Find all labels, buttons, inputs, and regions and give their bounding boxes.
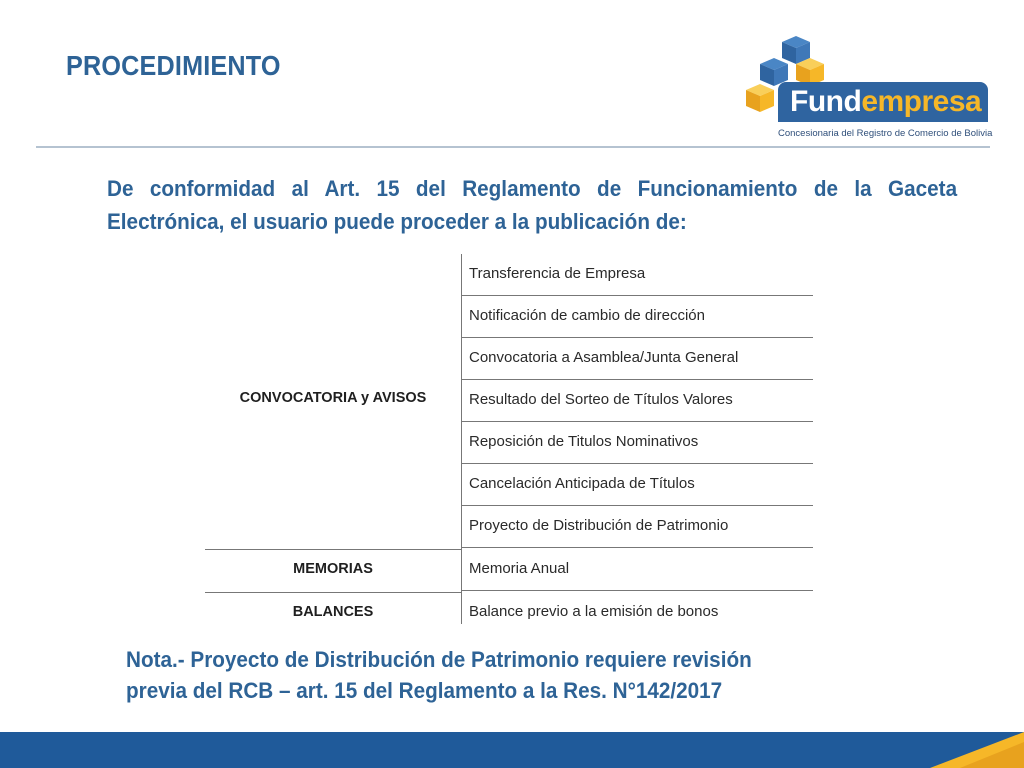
note-line-1: Nota.- Proyecto de Distribución de Patrimonio requiere revisión	[126, 647, 752, 672]
item-label: Memoria Anual	[469, 560, 570, 577]
item-label: Transferencia de Empresa	[469, 265, 646, 282]
item-label: Balance previo a la emisión de bonos	[469, 603, 719, 620]
table-row	[461, 422, 813, 464]
fundempresa-logo	[744, 34, 993, 144]
intro-text: De conformidad al Art. 15 del Reglamento de Funcionamiento de la Gaceta Electrónica, el usuario puede proceder a la publicación de:	[107, 176, 958, 234]
item-label: Notificación de cambio de dirección	[469, 307, 705, 324]
item-label: Convocatoria a Asamblea/Junta General	[469, 349, 739, 366]
logo-tagline: Concesionaria del Registro de Comercio de Bolivia	[778, 128, 993, 139]
table-row	[461, 338, 813, 380]
logo-wordmark	[790, 82, 981, 122]
item-label: Proyecto de Distribución de Patrimonio	[469, 517, 729, 534]
logo-word-accent: empresa	[861, 85, 982, 118]
footer-band	[0, 728, 1024, 768]
table-row	[461, 254, 813, 296]
note-line-2: previa del RCB – art. 15 del Reglamento a la Res. N°142/2017	[126, 678, 723, 703]
category-divider	[205, 592, 461, 593]
publication-table	[205, 254, 813, 624]
table-row	[461, 464, 813, 506]
table-row	[461, 296, 813, 338]
footer-graphic	[0, 728, 1024, 768]
table-row	[461, 506, 813, 548]
table-row	[461, 549, 813, 591]
note-paragraph	[126, 644, 825, 706]
title-divider	[36, 146, 990, 148]
item-label: Resultado del Sorteo de Títulos Valores	[469, 391, 733, 408]
item-label: Cancelación Anticipada de Títulos	[469, 475, 695, 492]
logo-word-main: Fund	[790, 85, 862, 118]
category-memorias: MEMORIAS	[293, 561, 373, 577]
category-convocatoria: CONVOCATORIA y AVISOS	[239, 390, 427, 406]
table-row	[461, 592, 813, 634]
slide-title: PROCEDIMIENTO	[66, 50, 281, 81]
category-divider	[205, 549, 461, 550]
intro-paragraph	[107, 172, 958, 238]
category-balances: BALANCES	[292, 604, 374, 620]
item-label: Reposición de Titulos Nominativos	[469, 433, 699, 450]
table-row	[461, 380, 813, 422]
